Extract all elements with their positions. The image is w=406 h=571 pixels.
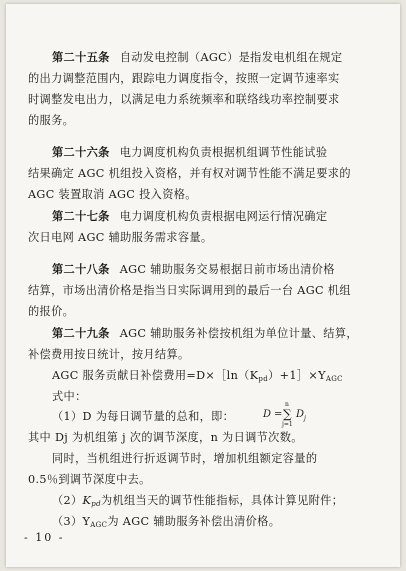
article-26-text-2: 结果确定 AGC 机组投入资格，并有权对调节性能不满足要求的 (28, 167, 351, 180)
page-number: - 10 - (24, 531, 65, 544)
reverse-adjustment-1: 同时，当机组进行折返调节时，增加机组额定容量的 (52, 452, 318, 465)
article-25-text-4: 的服务。 (28, 114, 75, 127)
article-28-text-3: 的报价。 (28, 305, 75, 318)
definition-y: $(3)Y_{AGC}$为 AGC 辅助服务补偿出清价格。 (52, 515, 281, 529)
definition-dj: 其中 Dj 为机组第 j 次的调节深度，n 为日调节次数。 (28, 431, 303, 444)
article-29-first-line (52, 326, 358, 341)
svg-text:=: = (274, 409, 283, 420)
article-25-text-3: 时调整发电出力，以满足电力系统频率和联络线功率控制要求 (28, 93, 340, 106)
article-26-text-1: 电力调度机构负责根据机组调节性能试验 (119, 146, 328, 159)
article-25-text-2: 的出力调整范围内，跟踪电力调度指令，按照一定调节速率实 (28, 72, 340, 85)
article-26-text-3: AGC 装置取消 AGC 投入资格。 (28, 188, 197, 201)
article-27-first-line (52, 209, 327, 224)
article-28-label: 第二十八条 (52, 262, 110, 276)
article-27-label: 第二十七条 (52, 209, 110, 223)
article-26-first-line (52, 145, 327, 160)
svg-text:j: j (304, 415, 306, 422)
document-page (6, 4, 400, 567)
article-25-first-line (52, 50, 342, 65)
article-25-text-1: 自动发电控制（AGC）是指发电机组在规定 (119, 51, 343, 64)
article-29-text-1: AGC 辅助服务补偿按机组为单位计量、结算， (119, 327, 358, 340)
summation-formula (261, 397, 331, 429)
article-25-label: 第二十五条 (52, 50, 110, 64)
article-29-label: 第二十九条 (52, 326, 110, 340)
svg-text:∑: ∑ (283, 407, 292, 421)
definition-k: $(2)K_{pd}$为机组当天的调节性能指标，具体计算见附件； (52, 494, 344, 508)
article-28-text-1: AGC 辅助服务交易根据日前市场出清价格 (119, 263, 335, 276)
article-29-text-2: 补偿费用按日统计，按月结算。 (28, 348, 190, 361)
definition-d: （1）D 为每日调节量的总和，即： (52, 410, 235, 423)
article-28-text-2: 结算，市场出清价格是指当日实际调用到的最后一台 AGC 机组 (28, 284, 351, 297)
reverse-adjustment-2: 0.5％到调节深度中去。 (28, 473, 151, 486)
compensation-formula: AGC 服务贡献日补偿费用$=D\times[\ln(K_{pd})+1]\times Y_{AGC}$ (52, 369, 343, 383)
article-27-text-2: 次日电网 AGC 辅助服务需求容量。 (28, 231, 213, 244)
article-27-text-1: 电力调度机构负责根据电网运行情况确定 (119, 210, 328, 223)
svg-text:D: D (263, 409, 272, 420)
where-label: 式中： (52, 390, 87, 403)
svg-text:j=1: j=1 (282, 421, 293, 428)
article-28-first-line (52, 262, 335, 277)
svg-text:n: n (285, 401, 289, 408)
article-26-label: 第二十六条 (52, 145, 110, 159)
svg-text:D: D (296, 409, 305, 420)
